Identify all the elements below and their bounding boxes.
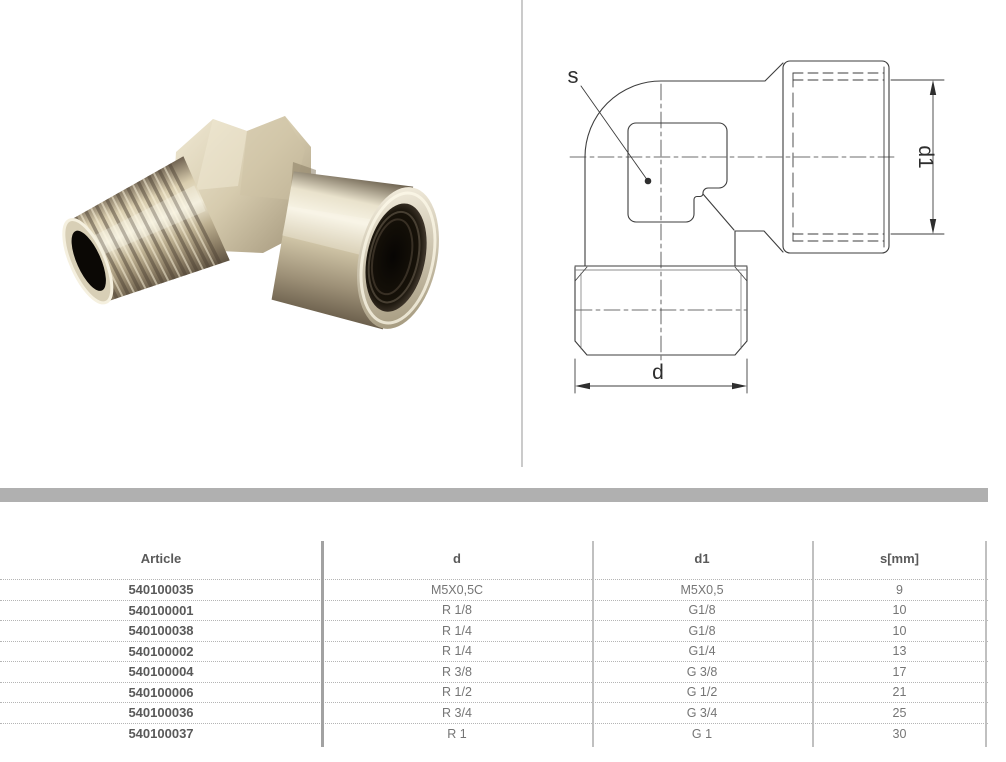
- table-row: [0, 683, 988, 704]
- dim-label-s: s: [567, 63, 579, 88]
- d-cell: R 1/4: [442, 644, 472, 659]
- header-d1: d1: [694, 551, 710, 566]
- s-cell: 10: [892, 623, 907, 638]
- table-header-row: [0, 538, 988, 580]
- article-cell: 540100037: [128, 726, 194, 741]
- article-cell: 540100006: [128, 684, 194, 700]
- centerlines: [570, 84, 897, 364]
- d-cell: R 1/8: [442, 603, 472, 618]
- leader-s: [581, 86, 651, 184]
- d1-cell: G 1/2: [686, 685, 718, 700]
- header-article: Article: [140, 551, 182, 566]
- s-cell: 10: [892, 603, 907, 618]
- table-row: [0, 621, 988, 642]
- section-separator-bar: [0, 488, 988, 502]
- product-photo: [49, 116, 452, 338]
- d-cell: R 3/8: [442, 664, 472, 679]
- s-cell: 9: [896, 582, 903, 597]
- article-cell: 540100004: [128, 664, 194, 680]
- d1-cell: G 3/8: [686, 664, 718, 679]
- d-cell: R 1/2: [442, 685, 472, 700]
- s-cell: 30: [892, 726, 907, 741]
- article-cell: 540100001: [128, 602, 194, 618]
- d-cell: M5X0,5C: [430, 582, 484, 597]
- article-cell: 540100036: [128, 705, 194, 721]
- table-row: [0, 724, 988, 744]
- article-cell: 540100038: [128, 623, 194, 639]
- article-cell: 540100035: [128, 582, 194, 598]
- d1-cell: G1/8: [688, 623, 716, 638]
- d1-cell: G 1: [691, 726, 713, 741]
- d-cell: R 1: [447, 726, 467, 741]
- table-row: [0, 703, 988, 724]
- d1-cell: G1/8: [688, 603, 716, 618]
- s-cell: 17: [892, 664, 907, 679]
- s-cell: 25: [892, 705, 907, 720]
- table-row: [0, 601, 988, 622]
- table-row: [0, 642, 988, 663]
- column-divider: [592, 541, 594, 747]
- header-d: d: [453, 551, 461, 566]
- table-row: [0, 580, 988, 601]
- technical-drawing: [568, 61, 945, 393]
- column-divider: [321, 541, 324, 747]
- s-cell: 21: [892, 685, 907, 700]
- dim-label-d1: d1: [914, 145, 937, 169]
- d1-cell: M5X0,5: [680, 582, 724, 597]
- header-s-mm: s[mm]: [879, 551, 919, 566]
- d1-cell: G1/4: [688, 644, 716, 659]
- d1-cell: G 3/4: [686, 705, 718, 720]
- column-divider: [985, 541, 987, 747]
- article-cell: 540100002: [128, 643, 194, 659]
- spec-table: [0, 538, 988, 748]
- d-cell: R 3/4: [442, 705, 472, 720]
- photo-female-port: [265, 162, 451, 338]
- column-divider: [812, 541, 814, 747]
- dim-label-d: d: [652, 361, 664, 384]
- d-cell: R 1/4: [442, 623, 472, 638]
- table-row: [0, 662, 988, 683]
- elbow-outline: [585, 63, 783, 157]
- hex-body: [628, 123, 727, 222]
- s-cell: 13: [892, 644, 907, 659]
